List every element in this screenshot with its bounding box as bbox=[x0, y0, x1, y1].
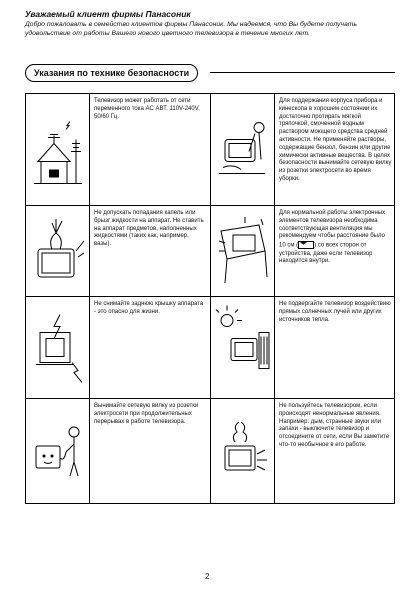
illustration-cell bbox=[211, 399, 275, 503]
greeting-text: Добро пожаловать в семейство клиентов фирмы Панасоник. Мы надеемся, что Вы будете получать удовольствие от работы Вашего нового цветного телевизора в течение многих лет. bbox=[25, 21, 357, 37]
text-cell bbox=[275, 399, 396, 503]
illustration-cell bbox=[211, 94, 275, 205]
text-cell bbox=[275, 206, 396, 296]
text-cell bbox=[275, 94, 396, 205]
cleaning-tv-illustration bbox=[215, 98, 271, 201]
table-row bbox=[26, 206, 394, 297]
unplug-illustration bbox=[30, 403, 86, 499]
safety-text: Телевизор может работать от сети переменного тока AC АВТ. 110V-240V, 50/60 Гц. bbox=[94, 98, 200, 120]
ventilation-illustration bbox=[215, 210, 271, 292]
heat-source-illustration bbox=[215, 301, 271, 394]
vase-on-tv-illustration bbox=[30, 210, 86, 292]
greeting-title: Уважаемый клиент фирмы Панасоник bbox=[25, 9, 191, 19]
text-cell bbox=[90, 399, 211, 503]
illustration-cell bbox=[26, 399, 90, 503]
safety-text: Вынимайте сетевую вилку из розетки электросети при продолжительных перерывах в работе телевизора. bbox=[94, 403, 199, 425]
illustration-cell bbox=[26, 94, 90, 205]
illustration-cell bbox=[211, 206, 275, 296]
text-cell bbox=[90, 94, 211, 205]
illustration-cell bbox=[26, 206, 90, 296]
house-antenna-illustration bbox=[30, 98, 86, 201]
safety-text-part: ) со всех сторон от устройства, даже если телевизор находится внутри. bbox=[279, 242, 373, 265]
safety-text: Не подвергайте телевизор воздействию прямых солнечных лучей или других источников тепла. bbox=[279, 301, 391, 323]
table-row bbox=[26, 94, 394, 206]
safety-text: Не пользуйтесь телевизором, если происходят ненормальные явления. Например: дым, странные звуки или запахи - выключите телевизор и отсоедините от сети, если Вы заметите что-то необычное в его работе. bbox=[279, 403, 390, 448]
section-rule bbox=[210, 72, 395, 73]
illustration-cell bbox=[211, 297, 275, 398]
text-cell bbox=[275, 297, 396, 398]
safety-text: Не снимайте заднюю крышку аппарата - это опасно для жизни. bbox=[94, 301, 204, 315]
safety-text-part: Для нормальной работы электронных элементов телевизора необходима соответствующая вентиляция мы рекомендуем чтобы расстояние было 10 см ( bbox=[279, 210, 386, 249]
illustration-cell bbox=[26, 297, 90, 398]
table-row bbox=[26, 297, 394, 399]
page-number: 2 bbox=[205, 572, 210, 581]
safety-text: Для поддержания корпуса прибора и кинескопа в хорошем состоянии их достаточно протирать мягкой тряпочкой, смоченной водным раствором моющего средства средней активности. Не применяйте растворы, содержащие бензол, бензин или другие химически активные вещества. В целях безопасности вынимайте сетевую вилку из розетки электросети во время уборки. bbox=[279, 98, 392, 182]
safety-text: Не допускать попадания капель или брызг жидкости на аппарат. Не ставить на аппарат предметов, наполненных жидкостями (таких как, например, вазы). bbox=[94, 210, 204, 248]
arrows-icon bbox=[298, 241, 314, 249]
section-title: Указания по технике безопасности bbox=[25, 64, 198, 82]
safety-table bbox=[25, 93, 395, 504]
table-row bbox=[26, 399, 394, 503]
text-cell bbox=[90, 206, 211, 296]
back-cover-shock-illustration bbox=[30, 301, 86, 394]
smoking-tv-illustration bbox=[215, 403, 271, 499]
text-cell bbox=[90, 297, 211, 398]
safety-text bbox=[275, 206, 396, 266]
